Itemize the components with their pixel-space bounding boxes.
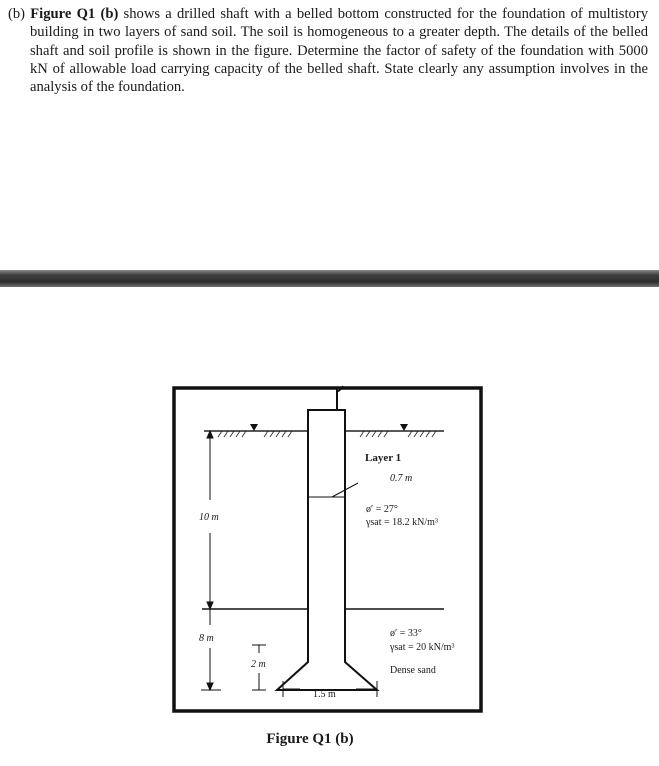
question-prefix: (b) (8, 6, 31, 22)
figure-caption: Figure Q1 (b) (266, 731, 354, 747)
layer1-label: Layer 1 (365, 452, 402, 464)
bell-diameter-label: 1.5 m (313, 689, 336, 700)
depth-8m-label: 8 m (199, 633, 214, 644)
soil-type-label: Dense sand (390, 665, 436, 676)
bell-height-label: 2 m (251, 659, 266, 670)
shaft-diameter-label: 0.7 m (390, 473, 413, 484)
layer1-gamma: γsat = 18.2 kN/m³ (366, 517, 438, 528)
layer2-phi: ø′ = 33° (390, 628, 422, 639)
layer2-gamma: γsat = 20 kN/m³ (390, 642, 455, 653)
depth-10m-label: 10 m (199, 512, 219, 523)
layer1-phi: ø′ = 27° (366, 504, 398, 515)
figure-reference: Figure Q1 (b) (30, 6, 119, 22)
question-body: shows a drilled shaft with a belled bottom constructed for the foundation of multistory building in two layers of sand soil. The soil is homogeneous to a greater depth. The details of the belled shaft and soil profile is shown in the figure. Determine the factor of safety of the foundation with 5000 kN of allowable load carrying capacity of the belled shaft. State clearly any assumption involves in the analysis of the foundation. (30, 6, 648, 96)
